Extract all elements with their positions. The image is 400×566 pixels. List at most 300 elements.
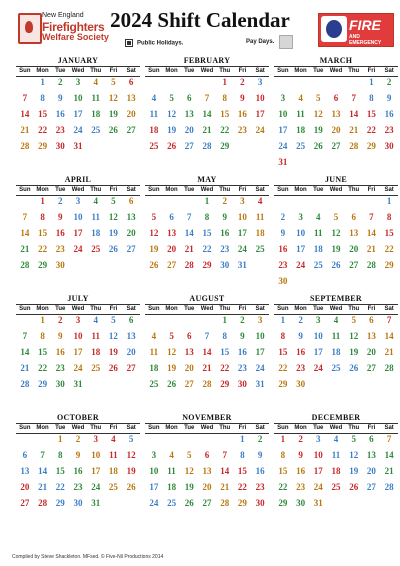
- day-cell[interactable]: 28: [38, 498, 48, 508]
- day-cell[interactable]: 22: [34, 242, 52, 258]
- day-cell[interactable]: 5: [169, 93, 174, 103]
- day-cell[interactable]: 9: [298, 450, 303, 460]
- day-cell[interactable]: 19: [349, 466, 359, 476]
- day-cell[interactable]: 8: [280, 450, 286, 460]
- day-cell[interactable]: 2: [75, 434, 81, 444]
- day-cell[interactable]: 29: [202, 260, 212, 270]
- day-cell[interactable]: 25: [149, 379, 159, 389]
- day-cell[interactable]: 5: [169, 331, 174, 341]
- day-cell[interactable]: 1: [369, 77, 374, 87]
- day-cell[interactable]: 4: [169, 450, 174, 460]
- day-cell[interactable]: 18: [91, 228, 101, 238]
- day-cell[interactable]: 9: [386, 93, 392, 103]
- day-cell[interactable]: 13: [349, 228, 359, 238]
- day-cell[interactable]: 12: [108, 212, 118, 222]
- day-cell[interactable]: 3: [75, 196, 81, 206]
- day-cell[interactable]: 27: [184, 141, 194, 151]
- day-cell[interactable]: 19: [167, 363, 177, 373]
- day-cell[interactable]: 5: [111, 196, 116, 206]
- day-cell[interactable]: 2: [257, 434, 263, 444]
- day-cell[interactable]: 13: [20, 466, 30, 476]
- day-cell[interactable]: 14: [38, 466, 48, 476]
- day-cell[interactable]: 18: [331, 347, 341, 357]
- day-cell[interactable]: 17: [87, 464, 105, 480]
- day-cell[interactable]: 3: [316, 315, 321, 325]
- day-cell[interactable]: 24: [313, 482, 323, 492]
- day-cell[interactable]: 20: [366, 466, 376, 476]
- day-cell[interactable]: 12: [167, 109, 177, 119]
- day-cell[interactable]: 6: [369, 315, 374, 325]
- day-cell[interactable]: 3: [298, 212, 303, 222]
- day-cell[interactable]: 22: [384, 244, 394, 254]
- day-cell[interactable]: 18: [149, 125, 159, 135]
- day-cell[interactable]: 18: [108, 466, 118, 476]
- day-cell[interactable]: 23: [278, 260, 288, 270]
- day-cell[interactable]: 9: [58, 331, 63, 341]
- day-cell[interactable]: 21: [345, 123, 363, 139]
- day-cell[interactable]: 4: [93, 77, 98, 87]
- day-cell[interactable]: 27: [349, 260, 359, 270]
- day-cell[interactable]: 31: [87, 496, 105, 512]
- day-cell[interactable]: 8: [274, 329, 292, 345]
- day-cell[interactable]: 6: [204, 450, 210, 460]
- day-cell[interactable]: 2: [58, 196, 63, 206]
- day-cell[interactable]: 26: [149, 260, 159, 270]
- day-cell[interactable]: 13: [202, 466, 212, 476]
- day-cell[interactable]: 27: [126, 244, 136, 254]
- day-cell[interactable]: 3: [280, 93, 286, 103]
- day-cell[interactable]: 9: [240, 331, 245, 341]
- day-cell[interactable]: 7: [222, 450, 227, 460]
- day-cell[interactable]: 20: [366, 347, 376, 357]
- day-cell[interactable]: 14: [184, 228, 194, 238]
- day-cell[interactable]: 3: [87, 432, 105, 448]
- day-cell[interactable]: 6: [351, 212, 356, 222]
- day-cell[interactable]: 30: [384, 141, 394, 151]
- day-cell[interactable]: 4: [151, 331, 157, 341]
- day-cell[interactable]: 20: [126, 347, 136, 357]
- day-cell[interactable]: 12: [313, 109, 323, 119]
- day-cell[interactable]: 29: [278, 379, 288, 389]
- day-cell[interactable]: 26: [331, 260, 341, 270]
- day-cell[interactable]: 18: [255, 228, 265, 238]
- day-cell[interactable]: 8: [34, 210, 52, 226]
- day-cell[interactable]: 30: [237, 379, 247, 389]
- day-cell[interactable]: 22: [38, 125, 48, 135]
- day-cell[interactable]: 18: [91, 347, 101, 357]
- day-cell[interactable]: 29: [278, 498, 288, 508]
- day-cell[interactable]: 1: [58, 434, 63, 444]
- day-cell[interactable]: 3: [234, 194, 252, 210]
- day-cell[interactable]: 29: [55, 498, 65, 508]
- day-cell[interactable]: 16: [296, 347, 306, 357]
- day-cell[interactable]: 28: [20, 379, 30, 389]
- day-cell[interactable]: 2: [222, 196, 227, 206]
- day-cell[interactable]: 31: [69, 139, 87, 155]
- day-cell[interactable]: 2: [58, 315, 63, 325]
- day-cell[interactable]: 13: [184, 109, 194, 119]
- day-cell[interactable]: 6: [187, 93, 192, 103]
- day-cell[interactable]: 22: [274, 361, 292, 377]
- day-cell[interactable]: 21: [184, 244, 194, 254]
- day-cell[interactable]: 29: [220, 141, 230, 151]
- day-cell[interactable]: 30: [255, 498, 265, 508]
- day-cell[interactable]: 29: [38, 260, 48, 270]
- day-cell[interactable]: 23: [384, 125, 394, 135]
- day-cell[interactable]: 14: [20, 228, 30, 238]
- day-cell[interactable]: 26: [349, 482, 359, 492]
- day-cell[interactable]: 27: [202, 498, 212, 508]
- day-cell[interactable]: 24: [255, 363, 265, 373]
- day-cell[interactable]: 2: [298, 315, 303, 325]
- day-cell[interactable]: 22: [38, 363, 48, 373]
- day-cell[interactable]: 21: [20, 363, 30, 373]
- day-cell[interactable]: 9: [222, 212, 227, 222]
- day-cell[interactable]: 29: [220, 379, 230, 389]
- day-cell[interactable]: 21: [384, 466, 394, 476]
- day-cell[interactable]: 7: [40, 450, 45, 460]
- day-cell[interactable]: 22: [202, 244, 212, 254]
- day-cell[interactable]: 16: [255, 466, 265, 476]
- day-cell[interactable]: 20: [126, 109, 136, 119]
- day-cell[interactable]: 24: [255, 125, 265, 135]
- day-cell[interactable]: 13: [126, 212, 136, 222]
- day-cell[interactable]: 23: [220, 244, 230, 254]
- day-cell[interactable]: 11: [309, 226, 327, 242]
- day-cell[interactable]: 6: [369, 434, 374, 444]
- day-cell[interactable]: 15: [220, 347, 230, 357]
- day-cell[interactable]: 27: [331, 141, 341, 151]
- day-cell[interactable]: 21: [366, 244, 376, 254]
- day-cell[interactable]: 15: [38, 109, 48, 119]
- day-cell[interactable]: 19: [184, 482, 194, 492]
- day-cell[interactable]: 10: [313, 450, 323, 460]
- day-cell[interactable]: 28: [202, 379, 212, 389]
- day-cell[interactable]: 28: [184, 260, 194, 270]
- day-cell[interactable]: 6: [22, 450, 28, 460]
- day-cell[interactable]: 14: [220, 466, 230, 476]
- day-cell[interactable]: 14: [20, 109, 30, 119]
- day-cell[interactable]: 22: [237, 482, 247, 492]
- day-cell[interactable]: 21: [38, 482, 48, 492]
- day-cell[interactable]: 14: [366, 228, 376, 238]
- day-cell[interactable]: 3: [257, 315, 263, 325]
- day-cell[interactable]: 7: [198, 329, 216, 345]
- day-cell[interactable]: 7: [386, 434, 392, 444]
- day-cell[interactable]: 24: [296, 260, 306, 270]
- day-cell[interactable]: 2: [240, 315, 245, 325]
- day-cell[interactable]: 15: [55, 466, 65, 476]
- day-cell[interactable]: 25: [91, 244, 101, 254]
- day-cell[interactable]: 17: [73, 228, 83, 238]
- day-cell[interactable]: 12: [349, 331, 359, 341]
- day-cell[interactable]: 29: [38, 379, 48, 389]
- day-cell[interactable]: 26: [313, 141, 323, 151]
- day-cell[interactable]: 24: [73, 363, 83, 373]
- day-cell[interactable]: 28: [349, 141, 359, 151]
- day-cell[interactable]: 8: [222, 331, 227, 341]
- day-cell[interactable]: 5: [333, 212, 339, 222]
- day-cell[interactable]: 6: [333, 93, 339, 103]
- day-cell[interactable]: 30: [55, 379, 65, 389]
- day-cell[interactable]: 8: [40, 93, 45, 103]
- day-cell[interactable]: 25: [91, 125, 101, 135]
- day-cell[interactable]: 16: [55, 109, 65, 119]
- day-cell[interactable]: 24: [91, 482, 101, 492]
- day-cell[interactable]: 9: [257, 450, 263, 460]
- day-cell[interactable]: 15: [38, 228, 48, 238]
- day-cell[interactable]: 5: [111, 315, 116, 325]
- day-cell[interactable]: 2: [280, 212, 286, 222]
- day-cell[interactable]: 14: [384, 450, 394, 460]
- day-cell[interactable]: 30: [55, 141, 65, 151]
- day-cell[interactable]: 15: [202, 228, 212, 238]
- day-cell[interactable]: 12: [349, 450, 359, 460]
- day-cell[interactable]: 31: [255, 379, 265, 389]
- day-cell[interactable]: 18: [296, 125, 306, 135]
- day-cell[interactable]: 9: [298, 331, 303, 341]
- day-cell[interactable]: 20: [184, 125, 194, 135]
- day-cell[interactable]: 10: [278, 109, 288, 119]
- day-cell[interactable]: 2: [58, 77, 63, 87]
- day-cell[interactable]: 28: [20, 141, 30, 151]
- day-cell[interactable]: 6: [128, 196, 134, 206]
- day-cell[interactable]: 7: [386, 315, 392, 325]
- day-cell[interactable]: 7: [22, 212, 28, 222]
- day-cell[interactable]: 27: [122, 361, 140, 377]
- day-cell[interactable]: 19: [108, 347, 118, 357]
- day-cell[interactable]: 28: [20, 260, 30, 270]
- day-cell[interactable]: 20: [349, 244, 359, 254]
- day-cell[interactable]: 26: [108, 244, 118, 254]
- day-cell[interactable]: 30: [296, 498, 306, 508]
- day-cell[interactable]: 30: [278, 276, 288, 286]
- day-cell[interactable]: 20: [202, 482, 212, 492]
- day-cell[interactable]: 6: [187, 331, 192, 341]
- day-cell[interactable]: 24: [73, 125, 83, 135]
- day-cell[interactable]: 28: [384, 482, 394, 492]
- day-cell[interactable]: 12: [108, 93, 118, 103]
- day-cell[interactable]: 23: [55, 244, 65, 254]
- day-cell[interactable]: 18: [149, 363, 159, 373]
- day-cell[interactable]: 3: [69, 75, 87, 91]
- day-cell[interactable]: 3: [257, 77, 263, 87]
- day-cell[interactable]: 12: [126, 450, 136, 460]
- day-cell[interactable]: 22: [220, 125, 230, 135]
- day-cell[interactable]: 25: [145, 139, 163, 155]
- day-cell[interactable]: 16: [296, 466, 306, 476]
- day-cell[interactable]: 26: [184, 498, 194, 508]
- day-cell[interactable]: 2: [240, 77, 245, 87]
- day-cell[interactable]: 4: [93, 196, 98, 206]
- day-cell[interactable]: 7: [204, 93, 210, 103]
- day-cell[interactable]: 8: [240, 450, 245, 460]
- day-cell[interactable]: 26: [349, 363, 359, 373]
- day-cell[interactable]: 15: [278, 466, 288, 476]
- day-cell[interactable]: 11: [91, 93, 100, 103]
- day-cell[interactable]: 22: [55, 482, 65, 492]
- day-cell[interactable]: 13: [363, 448, 381, 464]
- day-cell[interactable]: 17: [278, 125, 288, 135]
- day-cell[interactable]: 15: [220, 109, 230, 119]
- day-cell[interactable]: 9: [58, 212, 63, 222]
- day-cell[interactable]: 8: [386, 212, 392, 222]
- day-cell[interactable]: 19: [331, 244, 341, 254]
- day-cell[interactable]: 10: [313, 331, 323, 341]
- day-cell[interactable]: 17: [69, 107, 87, 123]
- day-cell[interactable]: 4: [298, 93, 303, 103]
- day-cell[interactable]: 12: [331, 228, 341, 238]
- day-cell[interactable]: 8: [40, 331, 45, 341]
- day-cell[interactable]: 31: [278, 157, 288, 167]
- day-cell[interactable]: 31: [234, 258, 252, 274]
- day-cell[interactable]: 25: [163, 496, 181, 512]
- day-cell[interactable]: 27: [126, 125, 136, 135]
- day-cell[interactable]: 16: [73, 466, 83, 476]
- day-cell[interactable]: 31: [313, 498, 323, 508]
- day-cell[interactable]: 15: [384, 228, 394, 238]
- day-cell[interactable]: 23: [296, 363, 306, 373]
- day-cell[interactable]: 12: [108, 331, 118, 341]
- day-cell[interactable]: 19: [167, 125, 177, 135]
- day-cell[interactable]: 27: [184, 379, 194, 389]
- day-cell[interactable]: 1: [40, 315, 45, 325]
- day-cell[interactable]: 19: [108, 109, 118, 119]
- day-cell[interactable]: 1: [386, 196, 392, 206]
- day-cell[interactable]: 25: [331, 363, 341, 373]
- day-cell[interactable]: 11: [331, 450, 341, 460]
- day-cell[interactable]: 13: [122, 329, 140, 345]
- day-cell[interactable]: 24: [73, 244, 83, 254]
- day-cell[interactable]: 12: [149, 228, 159, 238]
- day-cell[interactable]: 17: [234, 226, 252, 242]
- day-cell[interactable]: 17: [73, 347, 83, 357]
- day-cell[interactable]: 5: [187, 450, 192, 460]
- day-cell[interactable]: 10: [73, 93, 83, 103]
- day-cell[interactable]: 10: [296, 228, 306, 238]
- day-cell[interactable]: 4: [333, 434, 339, 444]
- day-cell[interactable]: 23: [55, 125, 65, 135]
- day-cell[interactable]: 19: [126, 466, 136, 476]
- day-cell[interactable]: 25: [91, 363, 101, 373]
- day-cell[interactable]: 5: [351, 315, 356, 325]
- day-cell[interactable]: 15: [38, 347, 48, 357]
- day-cell[interactable]: 22: [278, 482, 288, 492]
- day-cell[interactable]: 22: [220, 363, 230, 373]
- day-cell[interactable]: 23: [73, 482, 83, 492]
- day-cell[interactable]: 23: [55, 363, 65, 373]
- day-cell[interactable]: 11: [163, 464, 181, 480]
- day-cell[interactable]: 26: [108, 125, 118, 135]
- day-cell[interactable]: 1: [280, 315, 286, 325]
- day-cell[interactable]: 17: [255, 347, 265, 357]
- day-cell[interactable]: 11: [331, 331, 341, 341]
- day-cell[interactable]: 21: [202, 125, 212, 135]
- day-cell[interactable]: 7: [22, 93, 28, 103]
- day-cell[interactable]: 7: [187, 212, 192, 222]
- day-cell[interactable]: 25: [296, 141, 306, 151]
- day-cell[interactable]: 29: [237, 498, 247, 508]
- day-cell[interactable]: 10: [255, 93, 265, 103]
- day-cell[interactable]: 12: [167, 347, 177, 357]
- day-cell[interactable]: 16: [55, 228, 65, 238]
- day-cell[interactable]: 25: [255, 244, 265, 254]
- day-cell[interactable]: 9: [58, 93, 63, 103]
- day-cell[interactable]: 8: [222, 93, 227, 103]
- day-cell[interactable]: 11: [91, 331, 100, 341]
- day-cell[interactable]: 7: [345, 91, 363, 107]
- day-cell[interactable]: 11: [91, 212, 100, 222]
- day-cell[interactable]: 17: [296, 244, 306, 254]
- day-cell[interactable]: 23: [237, 363, 247, 373]
- day-cell[interactable]: 20: [184, 363, 194, 373]
- day-cell[interactable]: 4: [257, 196, 263, 206]
- day-cell[interactable]: 9: [280, 228, 286, 238]
- day-cell[interactable]: 29: [366, 141, 376, 151]
- day-cell[interactable]: 27: [363, 480, 381, 496]
- day-cell[interactable]: 11: [296, 109, 305, 119]
- day-cell[interactable]: 15: [366, 109, 376, 119]
- day-cell[interactable]: 19: [108, 228, 118, 238]
- day-cell[interactable]: 30: [220, 260, 230, 270]
- day-cell[interactable]: 10: [237, 212, 247, 222]
- day-cell[interactable]: 24: [313, 363, 323, 373]
- day-cell[interactable]: 6: [169, 212, 174, 222]
- day-cell[interactable]: 19: [149, 244, 159, 254]
- day-cell[interactable]: 18: [167, 482, 177, 492]
- day-cell[interactable]: 1: [40, 77, 45, 87]
- day-cell[interactable]: 18: [313, 244, 323, 254]
- day-cell[interactable]: 18: [91, 109, 101, 119]
- day-cell[interactable]: 13: [184, 347, 194, 357]
- day-cell[interactable]: 25: [108, 482, 118, 492]
- day-cell[interactable]: 4: [333, 315, 339, 325]
- day-cell[interactable]: 14: [384, 331, 394, 341]
- day-cell[interactable]: 29: [38, 141, 48, 151]
- day-cell[interactable]: 10: [255, 331, 265, 341]
- day-cell[interactable]: 9: [75, 450, 81, 460]
- day-cell[interactable]: 8: [58, 450, 63, 460]
- day-cell[interactable]: 28: [366, 260, 376, 270]
- day-cell[interactable]: 7: [22, 331, 28, 341]
- day-cell[interactable]: 16: [237, 109, 247, 119]
- day-cell[interactable]: 17: [149, 482, 159, 492]
- day-cell[interactable]: 5: [128, 434, 134, 444]
- day-cell[interactable]: 19: [313, 125, 323, 135]
- day-cell[interactable]: 4: [93, 315, 98, 325]
- day-cell[interactable]: 10: [73, 212, 83, 222]
- day-cell[interactable]: 3: [75, 315, 81, 325]
- day-cell[interactable]: 12: [184, 466, 194, 476]
- day-cell[interactable]: 30: [296, 379, 306, 389]
- day-cell[interactable]: 8: [204, 212, 210, 222]
- day-cell[interactable]: 16: [278, 244, 288, 254]
- day-cell[interactable]: 26: [126, 482, 136, 492]
- day-cell[interactable]: 23: [255, 482, 265, 492]
- day-cell[interactable]: 9: [240, 93, 245, 103]
- day-cell[interactable]: 14: [202, 109, 212, 119]
- day-cell[interactable]: 17: [255, 109, 265, 119]
- day-cell[interactable]: 17: [313, 347, 323, 357]
- day-cell[interactable]: 14: [202, 347, 212, 357]
- day-cell[interactable]: 10: [91, 450, 101, 460]
- day-cell[interactable]: 1: [280, 434, 286, 444]
- day-cell[interactable]: 28: [202, 141, 212, 151]
- day-cell[interactable]: 13: [366, 331, 376, 341]
- day-cell[interactable]: 21: [198, 361, 216, 377]
- day-cell[interactable]: 20: [126, 228, 136, 238]
- day-cell[interactable]: 25: [309, 258, 327, 274]
